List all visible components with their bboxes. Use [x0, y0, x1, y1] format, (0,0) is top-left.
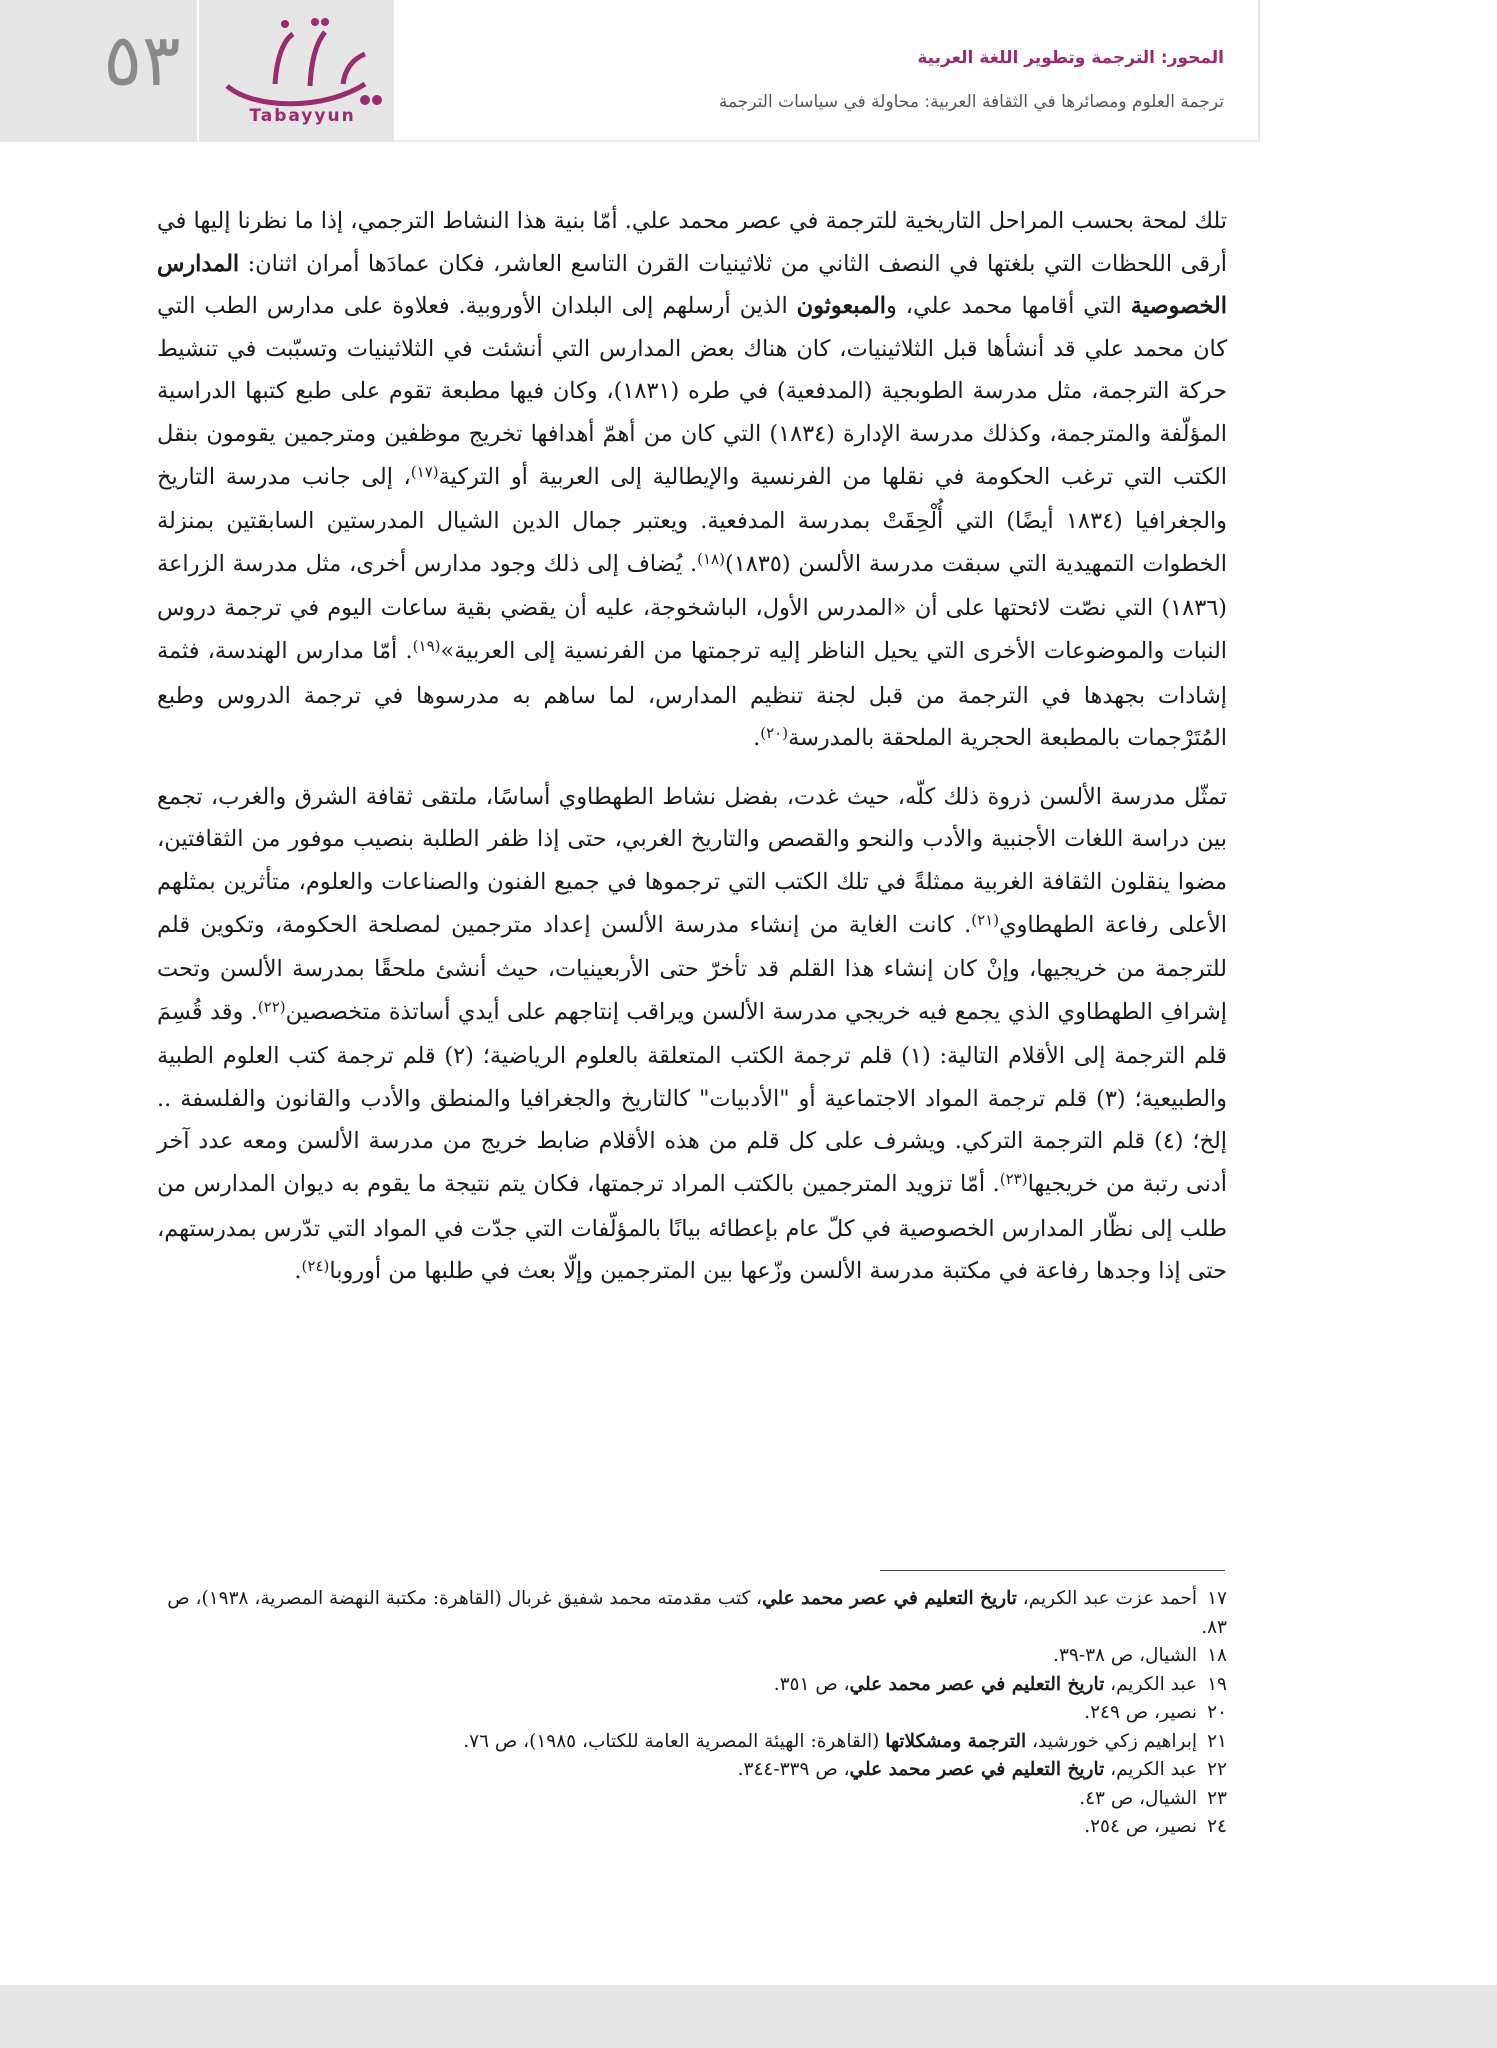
footnote-ref: (٢٤): [301, 1257, 330, 1276]
text-run: .: [753, 725, 761, 752]
logo-mark-icon: [215, 14, 395, 114]
footnote-title: الترجمة ومشكلاتها: [885, 1730, 1027, 1752]
footnote: [157, 1642, 1227, 1671]
footnote: [157, 1756, 1227, 1785]
footnote-text: (القاهرة: الهيئة المصرية العامة للكتاب، ١٩٨٥)، ص ٧٦.: [463, 1730, 886, 1752]
footnote-text: الشيال، ص ٣٨-٣٩.: [1053, 1645, 1197, 1666]
footnote-ref: (٢١): [971, 910, 1000, 929]
footnote-ref: (٢٠): [760, 724, 789, 743]
footer-band: [0, 1985, 1497, 2048]
footnote-text: نصير، ص ٢٤٩.: [1084, 1702, 1197, 1723]
article-body: [157, 200, 1227, 1309]
header-divider: [197, 0, 199, 142]
footnote: [157, 1728, 1227, 1757]
footnote-number: ٢١: [1207, 1730, 1227, 1752]
text-run: . كانت الغاية من إنشاء مدرسة الألسن إعداد مترجمين لمصلحة الحكومة، وتكوين قلم للترجمة من خريجيها، وإنْ كان إنشاء هذا القلم قد تأخرّ حتى الأربعينيات، حيث أنشئ ملحقًا بمدرسة الألسن وتحت إشرافِ الطهطاوي الذي يجمع فيه خريجي مدرسة الألسن ويراقب إنتاجهم على أيدي أساتذة متخصصين: [157, 911, 1227, 1025]
footnote-number: ١٧: [1207, 1588, 1227, 1609]
footnote-ref: (٢٢): [257, 997, 286, 1016]
footnote: [157, 1585, 1227, 1642]
text-run: الذين أرسلهم إلى البلدان الأوروبية. فعلاوة على مدارس الطب التي كان محمد علي قد أنشأها قبل الثلاثينيات، كان هناك بعض المدارس التي أنشئت في الثلاثينيات وتسبّبت في تنشيط حركة الترجمة، مثل مدرسة الطوبجية (المدفعية) في طره (١٨٣١)، وكان فيها مطبعة تقوم على طبع كتبها الدراسية المؤلّفة والمترجمة، وكذلك مدرسة الإدارة (١٨٣٤) التي كان من أهمّ أهدافها تخريج موظفين ومترجمين يقومون بنقل الكتب التي ترغب الحكومة في نقلها من الفرنسية والإيطالية إلى العربية أو التركية: [157, 293, 1228, 490]
text-run: تلك لمحة بحسب المراحل التاريخية للترجمة في عصر محمد علي. أمّا بنية هذا النشاط الترجمي، إذا ما نظرنا إليها في أرقى اللحظات التي بلغتها في النصف الثاني من ثلاثينيات القرن التاسع العاشر، فكان عمادَها أمران اثنان:: [157, 208, 1227, 277]
text-run: ، إلى جانب مدرسة التاريخ والجغرافيا (١٨٣٤ أيضًا) التي أُلْحِقَتْ بمدرسة المدفعية. ويعتبر جمال الدين الشيال المدرستين السابقتين بمنزلة الخطوات التمهيدية التي سبقت مدرسة الألسن (١٨٣٥): [157, 463, 1227, 577]
page-number: ٥٣: [103, 18, 181, 102]
footnote-ref: (١٧): [410, 462, 439, 481]
paragraph-1: [157, 200, 1227, 762]
footnote-ref: (٢٣): [999, 1170, 1028, 1189]
footnote-text: عبد الكريم،: [1104, 1673, 1197, 1695]
footnote-number: ٢٠: [1207, 1702, 1227, 1723]
text-run: التي أقامها محمد علي، و: [886, 293, 1131, 320]
text-run: .: [294, 1258, 302, 1285]
footnote-text: الشيال، ص ٤٣.: [1079, 1787, 1197, 1809]
footnote-number: ٢٢: [1207, 1759, 1227, 1780]
footnote-title: تاريخ التعليم في عصر محمد علي: [849, 1759, 1105, 1780]
bold-term: المدارس الخصوصية: [157, 250, 1227, 320]
header-rule-horizontal: [394, 140, 1260, 142]
footnote-text: إبراهيم زكي خورشيد،: [1026, 1730, 1197, 1752]
footnote: [157, 1699, 1227, 1728]
header-rule-vertical: [1258, 0, 1260, 142]
footnote-number: ٢٤: [1207, 1816, 1227, 1837]
footnote-text: عبد الكريم،: [1104, 1759, 1197, 1780]
footnote-text: نصير، ص ٢٥٤.: [1084, 1816, 1197, 1837]
footnote-text: أحمد عزت عبد الكريم،: [1016, 1588, 1197, 1609]
footnote-number: ١٨: [1207, 1645, 1227, 1666]
text-run: . يُضاف إلى ذلك وجود مدارس أخرى، مثل مدرسة الزراعة (١٨٣٦) التي نصّت لائحتها على أن «المدرس الأول، الباشخوجة، عليه أن يقضي بقية ساعات اليوم في ترجمة دروس النبات والموضوعات الأخرى التي يحيل الناظر إليه ترجمتها من الفرنسية إلى العربية»: [157, 550, 1227, 664]
footnote-ref: (١٨): [697, 549, 725, 568]
logo-latin-text: Tabayyun: [249, 106, 356, 126]
text-run: . أمّا تزويد المترجمين بالكتب المراد ترجمتها، فكان يتم نتيجة ما يقوم به ديوان المدارس من طلب إلى نظّار المدارس الخصوصية في كلّ عام بإعطائه بيانًا بالمؤلّفات التي جدّت في المواد التي تدّرس بمدرستهم، حتى إذا وجدها رفاعة في مكتبة مدرسة الألسن وزّعها بين المترجمين وإلّا بعث في طلبها من أوروبا: [157, 1171, 1227, 1285]
footnote-text: ، ص ٣٣٩-٣٤٤.: [737, 1759, 850, 1780]
footnote: [157, 1813, 1227, 1842]
footnote-text: ، كتب مقدمته محمد شفيق غربال (القاهرة: مكتبة النهضة المصرية، ١٩٣٨)، ص ٨٣.: [167, 1588, 1227, 1638]
footnotes: [157, 1585, 1227, 1842]
footnote-number: ١٩: [1207, 1673, 1227, 1695]
text-run: تمثّل مدرسة الألسن ذروة ذلك كلّه، حيث غدت، بفضل نشاط الطهطاوي أساسًا، ملتقى ثقافة الشرق والغرب، تجمع بين دراسة اللغات الأجنبية والأدب والنحو والقصص والتاريخ الغربي، حتى إذا ظفر الطلبة بنصيب موفور من الثقافتين، مضوا ينقلون الثقافة الغربية ممثلةً في تلك الكتب التي ترجموها في جميع الفنون والصناعات والعلوم، متأثرين بمثلهم الأعلى رفاعة الطهطاوي: [157, 783, 1228, 938]
bold-term: المبعوثون: [796, 293, 887, 320]
footnote-title: تاريخ التعليم في عصر محمد علي: [849, 1673, 1105, 1695]
footnote-separator: [880, 1570, 1225, 1571]
article-title: ترجمة العلوم ومصائرها في الثقافة العربية: محاولة في سياسات الترجمة: [718, 92, 1224, 112]
footnote-ref: (١٩): [412, 636, 441, 655]
footnote: [157, 1671, 1227, 1700]
paragraph-2: [157, 776, 1227, 1295]
footnote-text: ، ص ٣٥١.: [773, 1673, 850, 1695]
footnote: [157, 1785, 1227, 1814]
section-title: المحور: الترجمة وتطوير اللغة العربية: [917, 48, 1224, 68]
footnote-number: ٢٣: [1207, 1787, 1227, 1809]
text-run: . وقد قُسِمَ قلم الترجمة إلى الأقلام التالية: (١) قلم ترجمة الكتب المتعلقة بالعلوم الرياضية؛ (٢) قلم ترجمة كتب العلوم الطبية والطبيعية؛ (٣) قلم ترجمة المواد الاجتماعية أو "الأدبيات" كالتاريخ والجغرافيا والمنطق والأدب والقانون والفلسفة .. إلخ؛ (٤) قلم الترجمة التركي. ويشرف على كل قلم من هذه الأقلام ضابط خريج من مدرسة الألسن ومعه عدد آخر أدنى رتبة من خريجيها: [157, 998, 1228, 1198]
text-run: . أمّا مدارس الهندسة، فثمة إشادات بجهدها في الترجمة من قبل لجنة تنظيم المدارس، لما ساهم به مدرسوها في ترجمة الدروس وطبع المُتَرْجمات بالمطبعة الحجرية الملحقة بالمدرسة: [157, 637, 1227, 752]
footnote-title: تاريخ التعليم في عصر محمد علي: [762, 1588, 1017, 1609]
tabayyun-logo: [215, 14, 395, 134]
